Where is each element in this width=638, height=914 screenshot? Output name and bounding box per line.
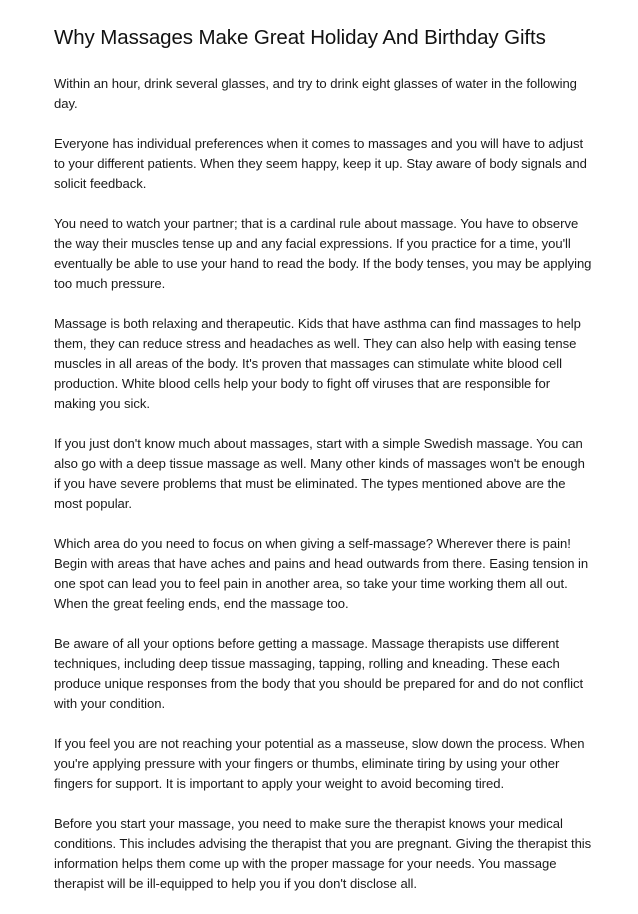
page-title: Why Massages Make Great Holiday And Birthday Gifts <box>54 26 546 49</box>
document-page <box>54 26 594 914</box>
paragraph-5: If you just don't know much about massages, start with a simple Swedish massage. You can also go with a deep tissue massage as well. Many other kinds of massages won't be enough if you have severe problems that must be eliminated. The types mentioned above are the most popular. <box>54 436 585 511</box>
paragraph-9: Before you start your massage, you need to make sure the therapist knows your medical conditions. This includes advising the therapist that you are pregnant. Giving the therapist this information helps them come up with the proper massage for your needs. You massage therapist will be ill-equipped to help you if you don't disclose all. <box>54 816 592 891</box>
paragraph-6: Which area do you need to focus on when giving a self-massage? Wherever there is pain! Begin with areas that have aches and pains and head outwards from there. Easing tension in one spot can lead you to feel pain in another area, so take your time working them all out. When the great feeling ends, end the massage too. <box>54 536 589 611</box>
article-body <box>54 74 594 894</box>
paragraph-7: Be aware of all your options before getting a massage. Massage therapists use different techniques, including deep tissue massaging, tapping, rolling and kneading. These each produce unique responses from the body that you should be prepared for and do not conflict with your condition. <box>54 636 584 711</box>
paragraph-1: Within an hour, drink several glasses, and try to drink eight glasses of water in the following day. <box>54 76 577 111</box>
paragraph-3: You need to watch your partner; that is a cardinal rule about massage. You have to observe the way their muscles tense up and any facial expressions. If you practice for a time, you'll eventually be able to use your hand to read the body. If the body tenses, you may be applying too much pressure. <box>54 216 592 291</box>
paragraph-4: Massage is both relaxing and therapeutic. Kids that have asthma can find massages to help them, they can reduce stress and headaches as well. They can also help with easing tense muscles in all areas of the body. It's proven that massages can stimulate white blood cell production. White blood cells help your body to fight off viruses that are responsible for making you sick. <box>54 316 581 411</box>
paragraph-8: If you feel you are not reaching your potential as a masseuse, slow down the process. When you're applying pressure with your fingers or thumbs, eliminate tiring by using your other fingers for support. It is important to apply your weight to avoid becoming tired. <box>54 736 585 791</box>
paragraph-2: Everyone has individual preferences when it comes to massages and you will have to adjust to your different patients. When they seem happy, keep it up. Stay aware of body signals and solicit feedback. <box>54 136 587 191</box>
